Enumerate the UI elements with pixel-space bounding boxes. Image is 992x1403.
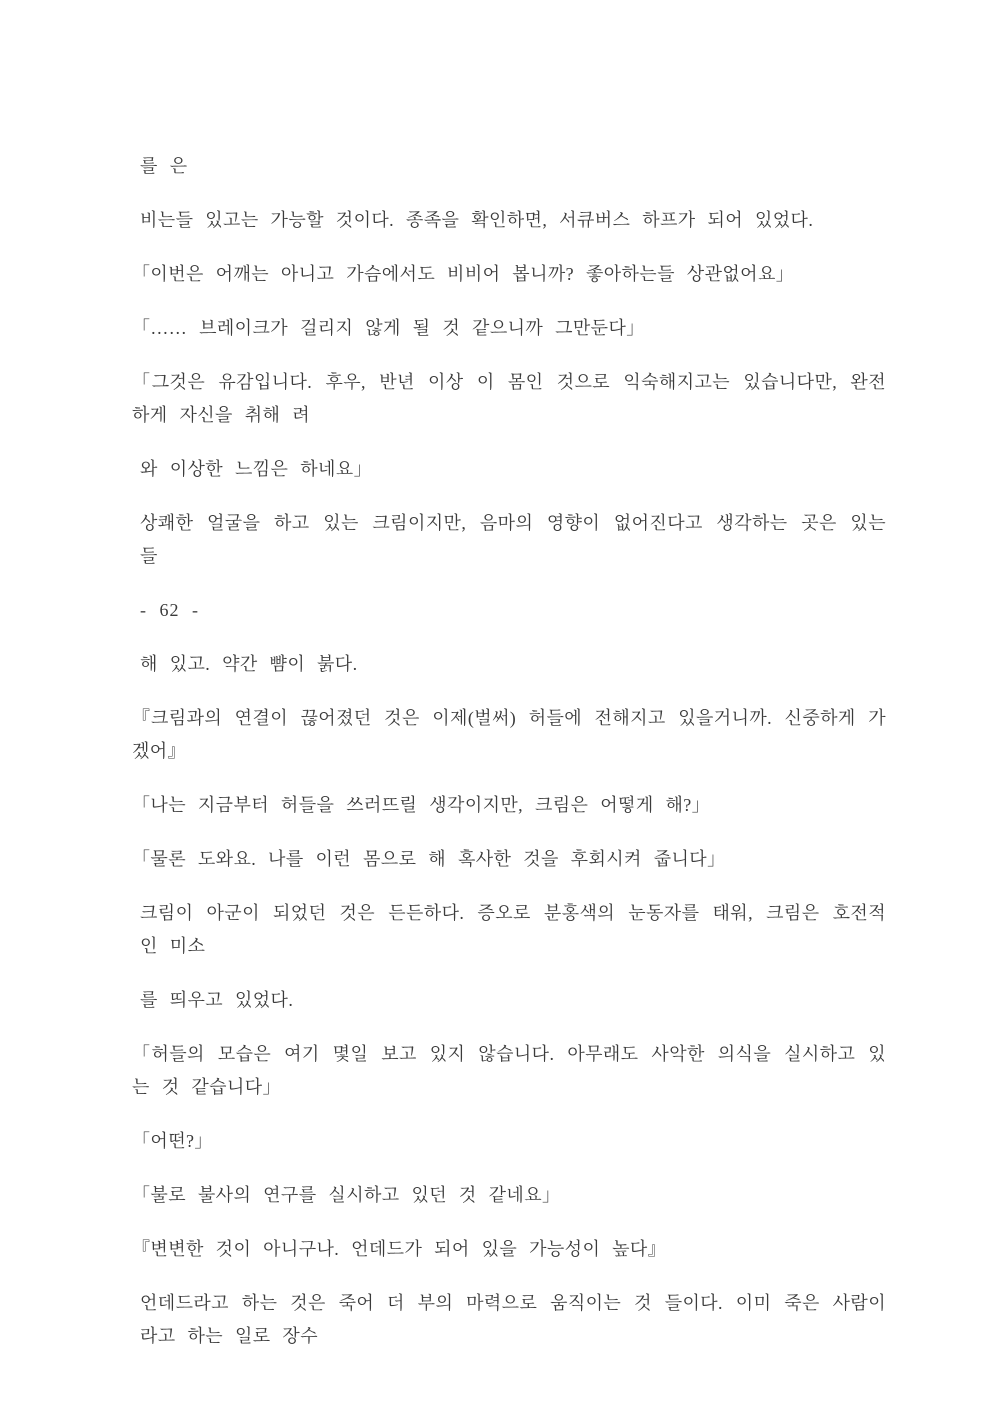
dialogue-line: 「허들의 모습은 여기 몇일 보고 있지 않습니다. 아무래도 사악한 의식을 실시하고 있는 것 같습니다」 (132, 1044, 886, 1097)
dialogue-line: 「나는 지금부터 허들을 쓰러뜨릴 생각이지만, 크림은 어떻게 해?」 (132, 795, 711, 815)
paragraph: 상쾌한 얼굴을 하고 있는 크림이지만, 음마의 영향이 없어진다고 생각하는 곳은 있는들 (140, 513, 886, 566)
paragraph: 해 있고. 약간 뺨이 붉다. (140, 654, 358, 674)
dialogue-continuation: 와 이상한 느낌은 하네요」 (140, 459, 372, 479)
dialogue-line: 「그것은 유감입니다. 후우, 반년 이상 이 몸인 것으로 익숙해지고는 있습니다만, 완전하게 자신을 취해 려 (132, 372, 886, 425)
dialogue-line: 『변변한 것이 아니구나. 언데드가 되어 있을 가능성이 높다』 (132, 1239, 667, 1259)
dialogue-line: 「불로 불사의 연구를 실시하고 있던 것 같네요」 (132, 1185, 561, 1205)
dialogue-line: 「어떤?」 (132, 1131, 213, 1151)
dialogue-line: 『크림과의 연결이 끊어졌던 것은 이제(벌써) 허들에 전해지고 있을거니까. 신중하게 가겠어』 (132, 708, 886, 761)
dialogue-line: 「이번은 어깨는 아니고 가슴에서도 비비어 봅니까? 좋아하는들 상관없어요」 (132, 264, 795, 284)
paragraph: 비는들 있고는 가능할 것이다. 종족을 확인하면, 서큐버스 하프가 되어 있었다. (140, 210, 814, 230)
page-text-body (132, 150, 886, 1374)
paragraph: 를 은 (140, 156, 188, 176)
dialogue-line: 「…… 브레이크가 걸리지 않게 될 것 같으니까 그만둔다」 (132, 318, 645, 338)
paragraph: 크림이 아군이 되었던 것은 든든하다. 증오로 분홍색의 눈동자를 태워, 크림은 호전적인 미소 (140, 903, 886, 956)
paragraph-continuation: 를 띄우고 있었다. (140, 990, 294, 1010)
paragraph: 언데드라고 하는 것은 죽어 더 부의 마력으로 움직이는 것 들이다. 이미 죽은 사람이라고 하는 일로 장수 (140, 1293, 886, 1346)
page-number: - 62 - (140, 600, 199, 620)
dialogue-line: 「물론 도와요. 나를 이런 몸으로 해 혹사한 것을 후회시켜 줍니다」 (132, 849, 726, 869)
